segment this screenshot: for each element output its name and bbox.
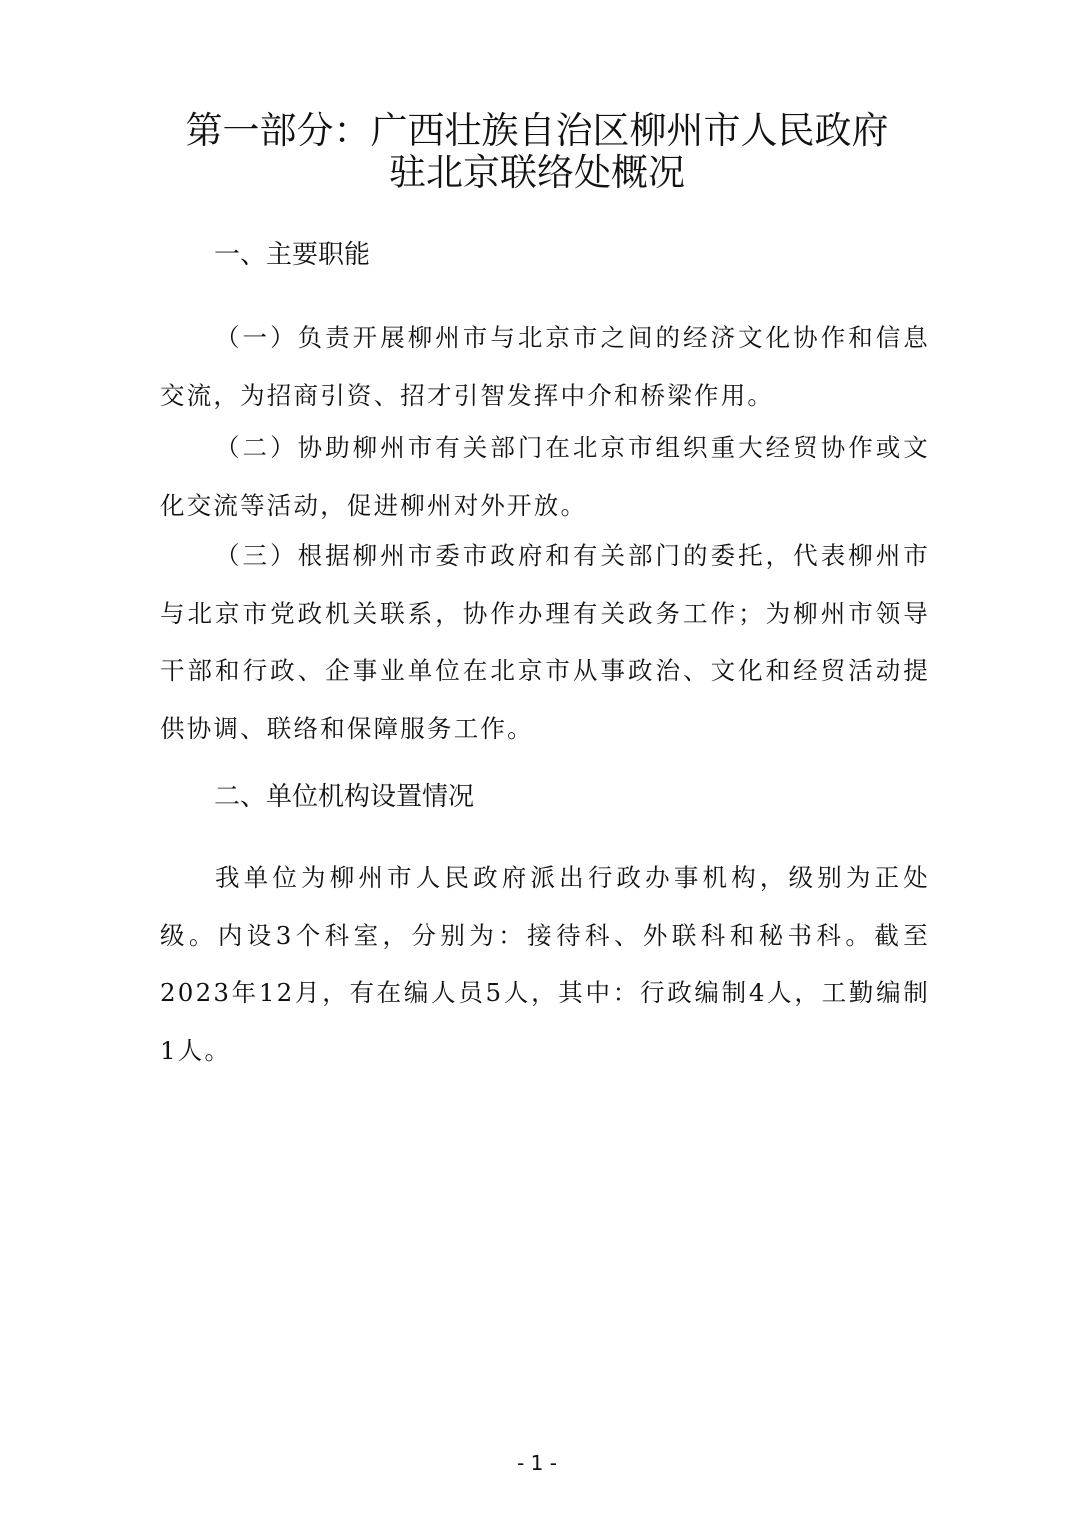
page-title-line-2: 驻北京联络处概况 <box>389 151 685 194</box>
function-paragraph-3: （三）根据柳州市委市政府和有关部门的委托，代表柳州市与北京市党政机关联系，协作办理有关政务工作；为柳州市领导干部和行政、企事业单位在北京市从事政治、文化和经贸活动提供协调、联络和保障服务工作。 <box>160 541 930 743</box>
page-number: - 1 - <box>517 1451 557 1475</box>
function-paragraph-2: （二）协助柳州市有关部门在北京市组织重大经贸协作或文化交流等活动，促进柳州对外开放。 <box>160 433 930 520</box>
section-heading-organization: 二、单位机构设置情况 <box>214 782 475 812</box>
page-title-line-1: 第一部分：广西壮族自治区柳州市人民政府 <box>185 109 889 152</box>
organization-paragraph: 我单位为柳州市人民政府派出行政办事机构，级别为正处级。内设3个科室，分别为：接待科、外联科和秘书科。截至2023年12月，有在编人员5人，其中：行政编制4人，工勤编制1人。 <box>160 863 930 1065</box>
function-paragraph-1: （一）负责开展柳州市与北京市之间的经济文化协作和信息交流，为招商引资、招才引智发挥中介和桥梁作用。 <box>160 323 930 410</box>
section-heading-main-functions: 一、主要职能 <box>214 240 371 270</box>
